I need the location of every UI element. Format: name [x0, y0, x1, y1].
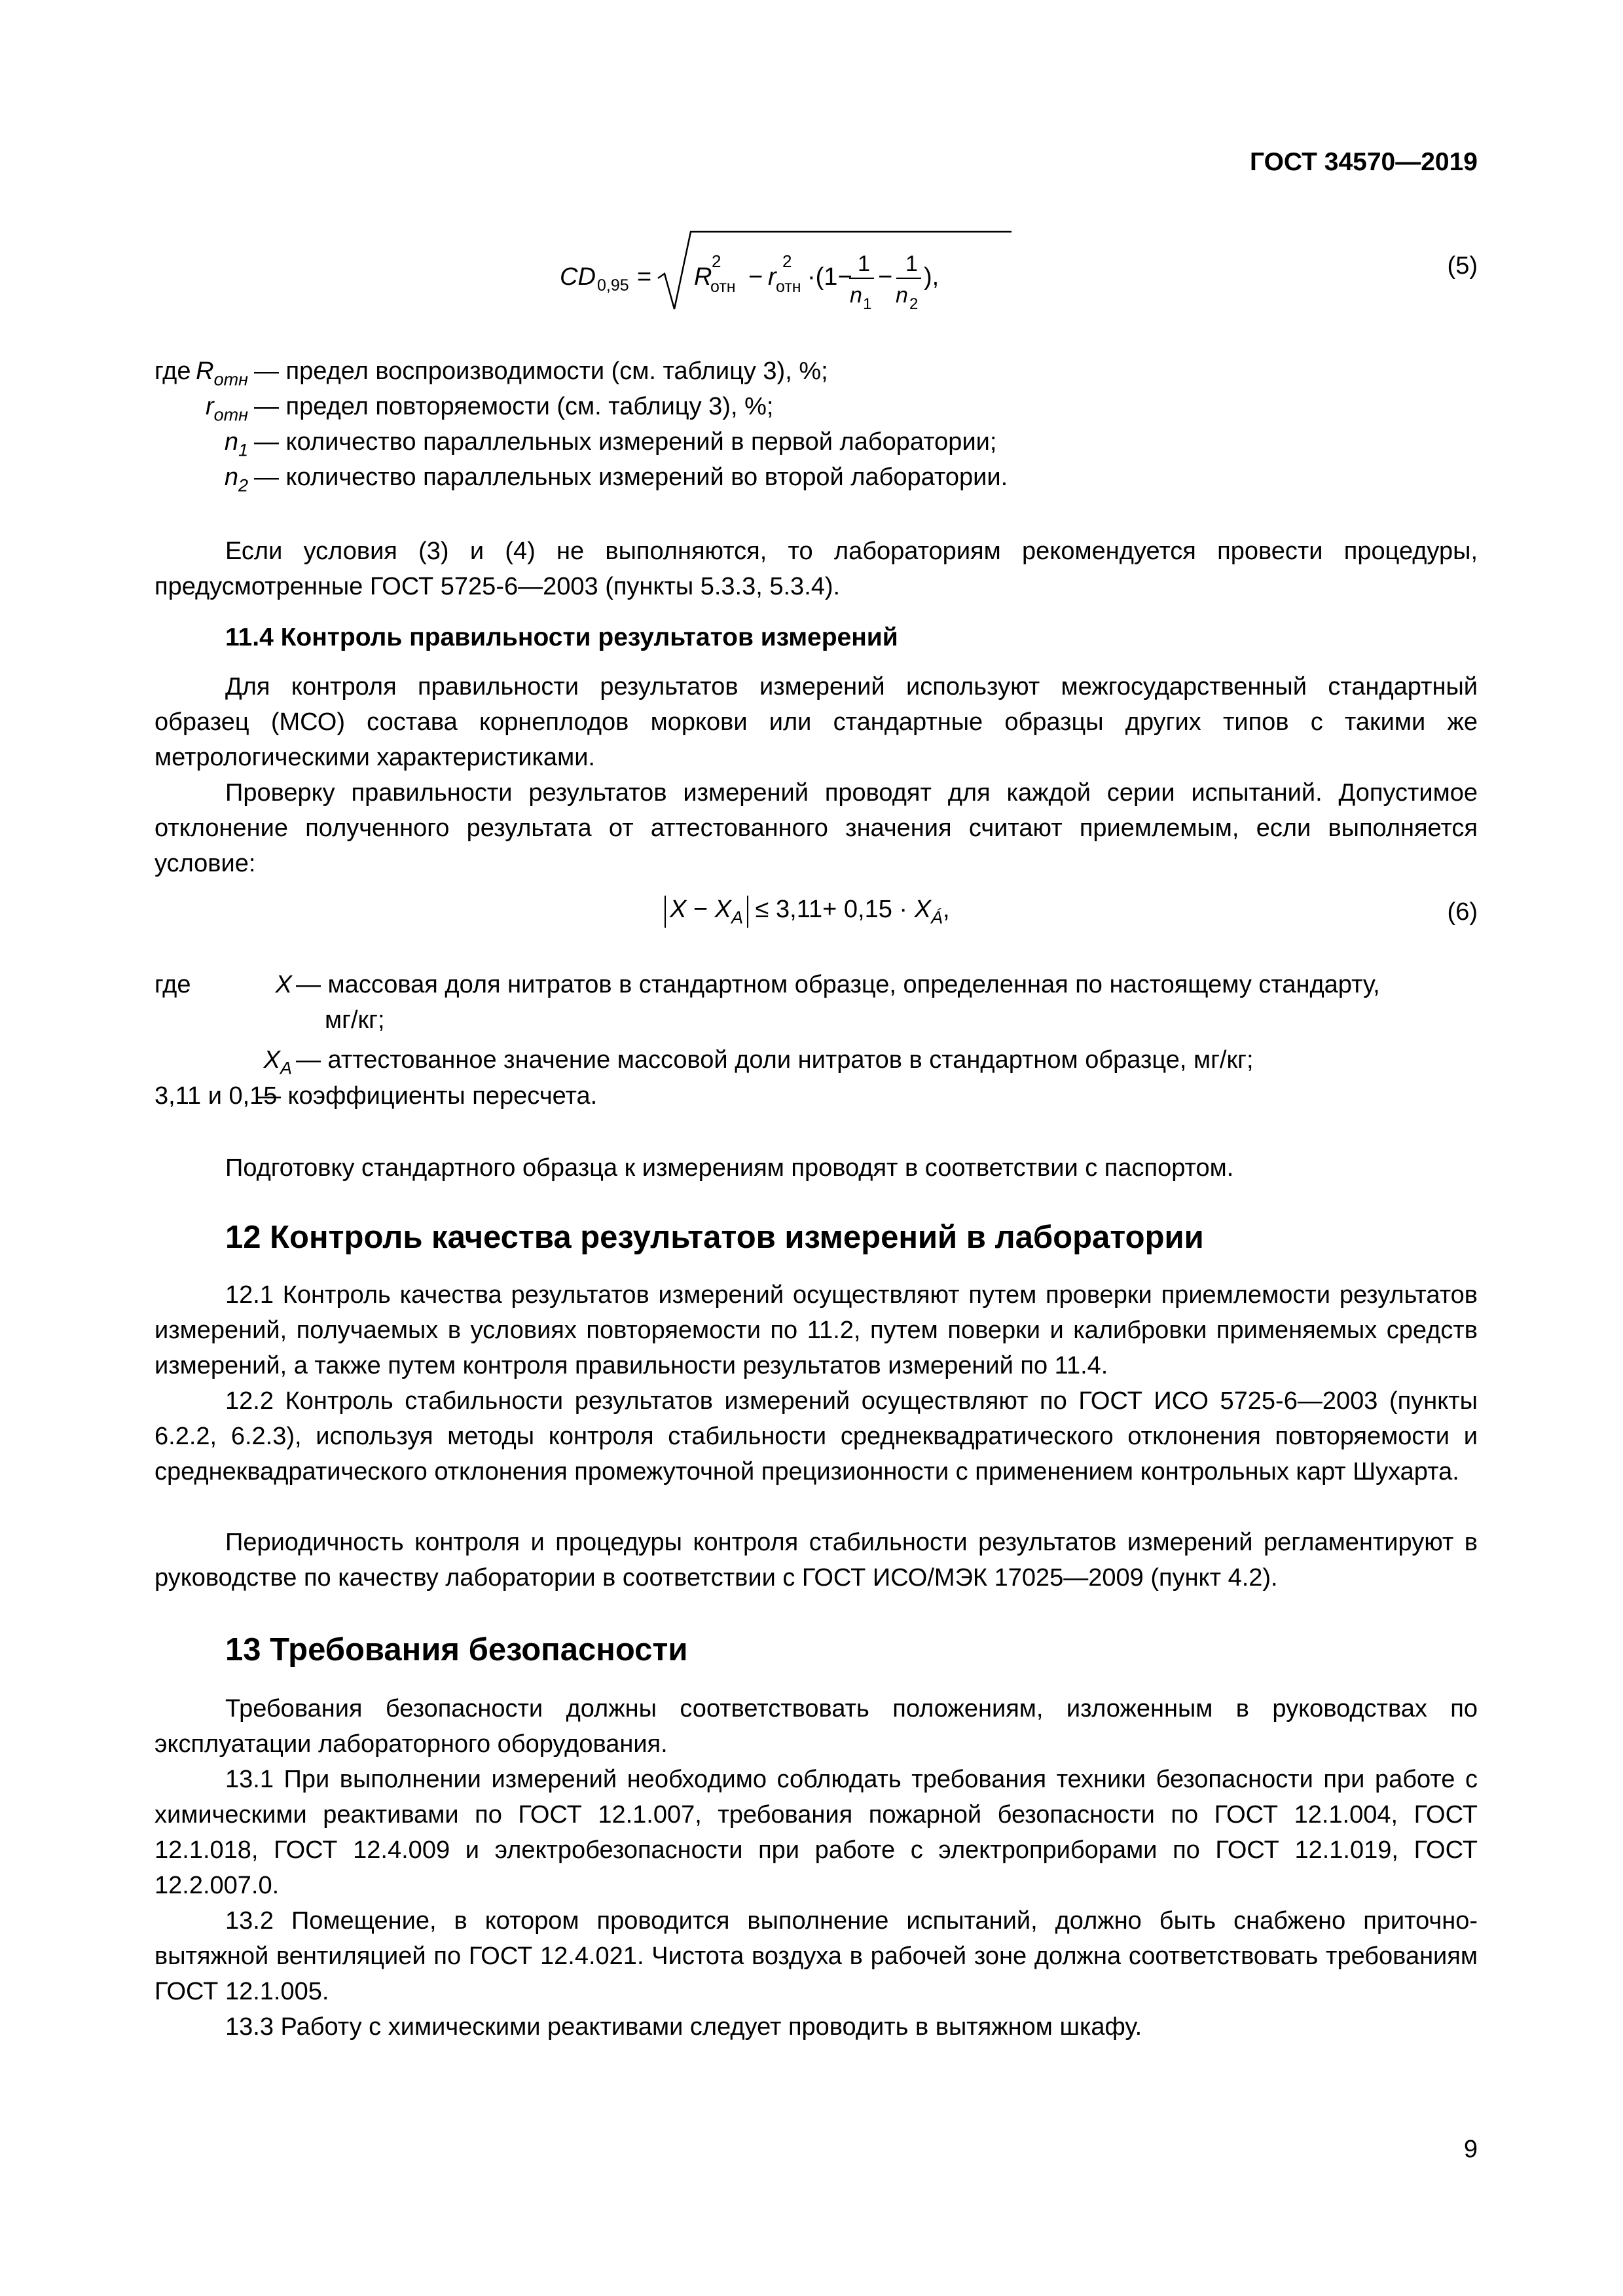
paragraph-preparation: Подготовку стандартного образца к измерениям проводят в соответствии с паспортом.	[225, 1154, 1234, 1182]
svg-text:2: 2	[782, 251, 792, 271]
svg-text:CD: CD	[560, 263, 596, 291]
svg-text:2: 2	[712, 251, 721, 271]
formula-6: $X - X_A \le 3,11+ 0,15 \cdot X_Á$,	[665, 896, 950, 928]
svg-text:n: n	[896, 283, 908, 308]
svg-text:r: r	[768, 263, 776, 291]
svg-text:1: 1	[863, 295, 872, 313]
section-12-paragraph-3: Периодичность контроля и процедуры контроля стабильности результатов измерений регламентируют в руководстве по качеству лаборатории в соответствии с ГОСТ ИСО/МЭК 17025—2009 (пункт 4.2).	[155, 1529, 1478, 1592]
formula-5-number: (5)	[1447, 252, 1478, 280]
section-12-paragraph-1: 12.1 Контроль качества результатов измерений осуществляют путем проверки приемлемости результатов измерений, получаемых в условиях повторяемости по 11.2, путем поверки и калибровки применяемых средств измерений, а также путем контроля правильности результатов измерений по 11.4.	[155, 1281, 1478, 1379]
svg-text:−: −	[878, 263, 893, 291]
svg-text:−: −	[748, 263, 763, 291]
svg-text:1: 1	[905, 251, 918, 276]
def-row-continuation: мг/кг;	[325, 1006, 385, 1034]
svg-text:n: n	[850, 283, 862, 308]
section-13-title: 13 Требования безопасности	[225, 1632, 688, 1667]
svg-text:·(1−: ·(1−	[807, 263, 852, 291]
svg-text:отн: отн	[776, 278, 801, 296]
section-11-4-title: 11.4 Контроль правильности результатов измерений	[225, 623, 898, 651]
svg-text:R: R	[694, 263, 712, 291]
formula-6-number: (6)	[1447, 898, 1478, 926]
section-11-4-paragraph-1: Для контроля правильности результатов измерений используют межгосударственный стандартный образец (МСО) состава корнеплодов моркови или стандартные образцы других типов с такими же метрологическими характеристиками.	[155, 673, 1478, 771]
svg-text:2: 2	[909, 295, 919, 313]
svg-text:0,95: 0,95	[597, 276, 629, 295]
section-13-paragraph-2: 13.2 Помещение, в котором проводится выполнение испытаний, должно быть снабжено приточно-вытяжной вентиляцией по ГОСТ 12.4.021. Чистота воздуха в рабочей зоне должна соответствовать требованиям ГОСТ 12.1.005.	[155, 1907, 1478, 2005]
svg-text:=: =	[637, 263, 652, 291]
section-13-paragraph-0: Требования безопасности должны соответствовать положениям, изложенным в руководствах по эксплуатации лабораторного оборудования.	[155, 1695, 1478, 1758]
svg-text:1: 1	[858, 251, 870, 276]
where-label: где	[155, 357, 191, 385]
section-13-paragraph-3: 13.3 Работу с химическими реактивами следует проводить в вытяжном шкафу.	[225, 2013, 1142, 2041]
svg-text:отн: отн	[710, 278, 736, 296]
section-13-paragraph-1: 13.1 При выполнении измерений необходимо соблюдать требования техники безопасности при работе с химическими реактивами по ГОСТ 12.1.007, требования пожарной безопасности по ГОСТ 12.1.004, ГОСТ 12.1.018, ГОСТ 12.4.009 и электробезопасности при работе с электроприборами по ГОСТ 12.1.019, ГОСТ 12.2.007.0.	[155, 1766, 1478, 1899]
where-label: где	[155, 971, 191, 998]
paragraph-conditions: Если условия (3) и (4) не выполняются, то лабораториям рекомендуется провести процедуры, предусмотренные ГОСТ 5725-6—2003 (пункты 5.3.3, 5.3.4).	[155, 538, 1478, 600]
document-id: ГОСТ 34570—2019	[1250, 148, 1478, 176]
formula-5	[560, 229, 1031, 321]
section-12-title: 12 Контроль качества результатов измерений в лаборатории	[225, 1220, 1204, 1255]
section-12-paragraph-2: 12.2 Контроль стабильности результатов измерений осуществляют по ГОСТ ИСО 5725-6—2003 (пункты 6.2.2, 6.2.3), используя методы контроля стабильности среднеквадратического отклонения повторяемости и среднеквадратического отклонения промежуточной прецизионности с применением контрольных карт Шухарта.	[155, 1387, 1478, 1485]
page-number: 9	[1463, 2136, 1478, 2163]
section-11-4-paragraph-2: Проверку правильности результатов измерений проводят для каждой серии испытаний. Допустимое отклонение полученного результата от аттестованного значения считают приемлемым, если выполняется условие:	[155, 779, 1478, 877]
svg-text:),: ),	[924, 263, 939, 291]
